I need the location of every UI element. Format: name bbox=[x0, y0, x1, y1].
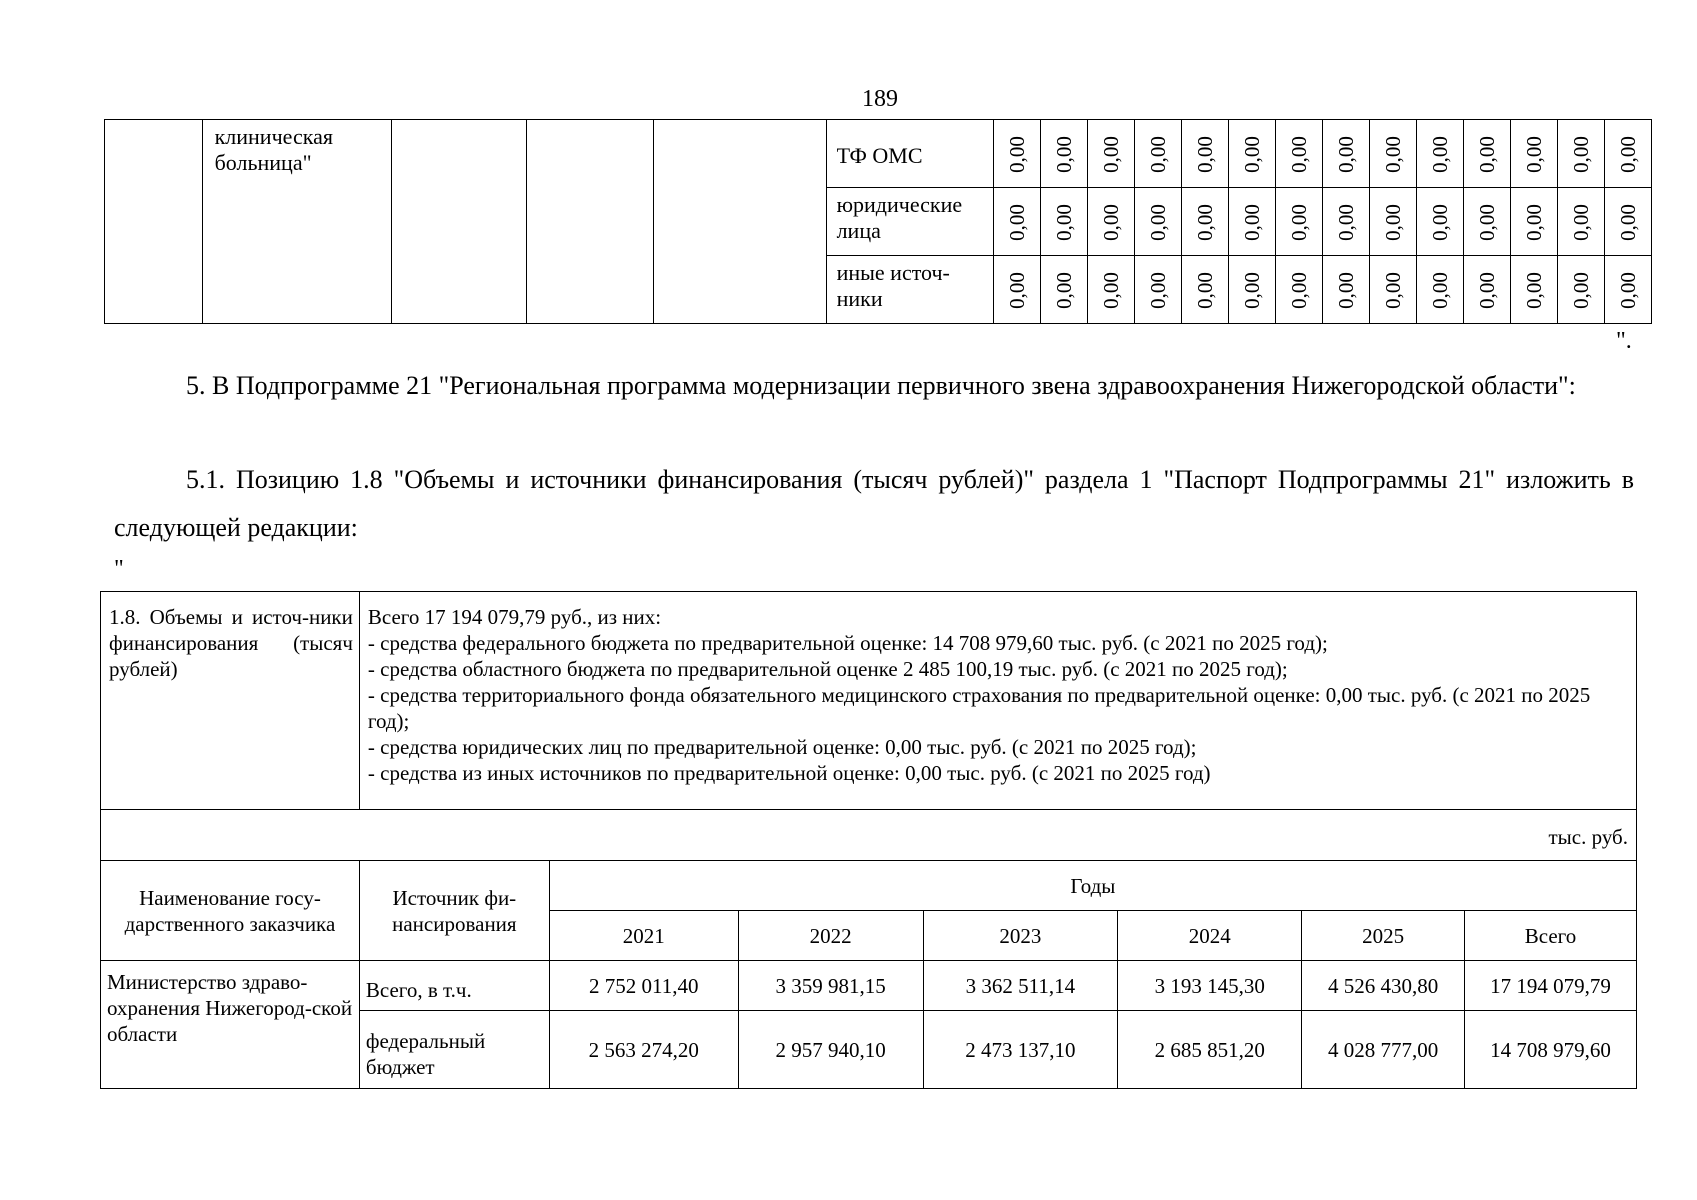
header-year-col: 2021 bbox=[549, 911, 738, 961]
value-text: 0,00 bbox=[1004, 135, 1029, 173]
value-cell bbox=[1323, 188, 1370, 256]
value-text: 0,00 bbox=[1051, 135, 1076, 173]
value-text: 0,00 bbox=[1521, 135, 1546, 173]
value-text: 0,00 bbox=[1521, 203, 1546, 241]
header-year-col: 2022 bbox=[738, 911, 923, 961]
paragraph-5 bbox=[114, 362, 1634, 410]
passport-line: - средства из иных источников по предварительной оценке: 0,00 тыс. руб. (с 2021 по 2025 год) bbox=[367, 761, 1211, 785]
value-text: 0,00 bbox=[1615, 271, 1640, 309]
header-years: Годы bbox=[549, 861, 1636, 911]
passport-line: - средства областного бюджета по предварительной оценке 2 485 100,19 тыс. руб. (с 2021 по 2025 год); bbox=[367, 657, 1288, 681]
value-cell bbox=[1182, 256, 1229, 324]
passport-table bbox=[100, 591, 1637, 1089]
header-source: Источник фи-нансирования bbox=[359, 861, 549, 961]
passport-line: Всего 17 194 079,79 руб., из них: bbox=[367, 605, 662, 629]
page-number: 189 bbox=[862, 86, 898, 112]
source-label: ТФ ОМС bbox=[826, 120, 994, 188]
value-text: 0,00 bbox=[1474, 203, 1499, 241]
value-text: 0,00 bbox=[1098, 203, 1123, 241]
value-text: 0,00 bbox=[1380, 135, 1405, 173]
empty-cell bbox=[526, 120, 653, 324]
value-cell bbox=[1510, 120, 1557, 188]
value-text: 0,00 bbox=[1568, 271, 1593, 309]
paragraph-5-1-text: 5.1. Позицию 1.8 "Объемы и источники финансирования (тысяч рублей)" раздела 1 "Паспорт Подпрограммы 21" изложить в следующей редакции: bbox=[114, 465, 1634, 542]
header-customer: Наименование госу-дарственного заказчика bbox=[101, 861, 360, 961]
closing-quote: ". bbox=[1616, 328, 1632, 354]
top-financing-table bbox=[104, 119, 1652, 324]
value-cell bbox=[1135, 256, 1182, 324]
value-cell bbox=[1182, 188, 1229, 256]
value-cell bbox=[1276, 256, 1323, 324]
value-cell bbox=[1135, 120, 1182, 188]
value-cell bbox=[994, 120, 1041, 188]
value-text: 0,00 bbox=[1192, 135, 1217, 173]
value-text: 0,00 bbox=[1568, 203, 1593, 241]
value-text: 0,00 bbox=[1615, 203, 1640, 241]
value-cell bbox=[1417, 120, 1464, 188]
value-cell bbox=[1370, 256, 1417, 324]
source-cell: Всего, в т.ч. bbox=[359, 961, 549, 1011]
value-text: 0,00 bbox=[1568, 135, 1593, 173]
value-cell bbox=[994, 188, 1041, 256]
value-cell bbox=[1041, 188, 1088, 256]
empty-cell bbox=[392, 120, 526, 324]
source-cell: федеральный бюджет bbox=[359, 1011, 549, 1089]
value-cell bbox=[1041, 120, 1088, 188]
org-label: клиническая больница" bbox=[202, 120, 392, 324]
value-cell bbox=[1088, 256, 1135, 324]
value-cell: 3 359 981,15 bbox=[738, 961, 923, 1011]
value-cell bbox=[1510, 188, 1557, 256]
value-text: 0,00 bbox=[1380, 203, 1405, 241]
table-row bbox=[105, 120, 1652, 188]
value-text: 0,00 bbox=[1521, 271, 1546, 309]
value-cell bbox=[1229, 256, 1276, 324]
header-year-col: 2025 bbox=[1302, 911, 1465, 961]
value-text: 0,00 bbox=[1427, 135, 1452, 173]
value-text: 0,00 bbox=[1615, 135, 1640, 173]
opening-quote: " bbox=[114, 556, 124, 582]
value-cell bbox=[1464, 188, 1511, 256]
value-cell: 2 473 137,10 bbox=[923, 1011, 1118, 1089]
value-cell bbox=[1557, 120, 1604, 188]
value-cell: 3 193 145,30 bbox=[1118, 961, 1302, 1011]
value-text: 0,00 bbox=[1004, 271, 1029, 309]
passport-line: - средства юридических лиц по предварительной оценке: 0,00 тыс. руб. (с 2021 по 2025 год); bbox=[367, 735, 1197, 759]
value-text: 0,00 bbox=[1098, 135, 1123, 173]
value-cell bbox=[1135, 188, 1182, 256]
header-year-col: 2024 bbox=[1118, 911, 1302, 961]
passport-description bbox=[359, 592, 1636, 810]
value-cell bbox=[1229, 188, 1276, 256]
value-text: 0,00 bbox=[1427, 203, 1452, 241]
empty-cell bbox=[654, 120, 826, 324]
value-cell bbox=[994, 256, 1041, 324]
value-cell bbox=[1417, 256, 1464, 324]
value-cell: 2 752 011,40 bbox=[549, 961, 738, 1011]
value-cell: 4 028 777,00 bbox=[1302, 1011, 1465, 1089]
value-cell bbox=[1604, 120, 1651, 188]
value-text: 0,00 bbox=[1474, 135, 1499, 173]
unit-label: тыс. руб. bbox=[101, 810, 1637, 861]
value-text: 0,00 bbox=[1286, 271, 1311, 309]
value-cell bbox=[1323, 120, 1370, 188]
value-cell: 2 685 851,20 bbox=[1118, 1011, 1302, 1089]
value-cell bbox=[1464, 256, 1511, 324]
value-cell bbox=[1370, 188, 1417, 256]
value-text: 0,00 bbox=[1427, 271, 1452, 309]
passport-line: - средства федерального бюджета по предварительной оценке: 14 708 979,60 тыс. руб. (с 2021 по 2025 год); bbox=[367, 631, 1328, 655]
value-cell bbox=[1088, 120, 1135, 188]
value-text: 0,00 bbox=[1239, 271, 1264, 309]
value-cell: 17 194 079,79 bbox=[1465, 961, 1637, 1011]
value-cell bbox=[1557, 188, 1604, 256]
value-text: 0,00 bbox=[1239, 135, 1264, 173]
value-cell bbox=[1041, 256, 1088, 324]
value-text: 0,00 bbox=[1051, 203, 1076, 241]
value-cell bbox=[1604, 256, 1651, 324]
header-total-col: Всего bbox=[1465, 911, 1637, 961]
value-cell bbox=[1510, 256, 1557, 324]
empty-cell bbox=[105, 120, 203, 324]
value-cell bbox=[1417, 188, 1464, 256]
value-cell bbox=[1370, 120, 1417, 188]
value-cell bbox=[1182, 120, 1229, 188]
value-cell bbox=[1464, 120, 1511, 188]
paragraph-5-1 bbox=[114, 456, 1634, 552]
value-text: 0,00 bbox=[1145, 271, 1170, 309]
value-text: 0,00 bbox=[1145, 135, 1170, 173]
paragraph-5-text: 5. В Подпрограмме 21 "Региональная программа модернизации первичного звена здравоохранения Нижегородской области": bbox=[186, 371, 1576, 400]
value-cell bbox=[1604, 188, 1651, 256]
value-text: 0,00 bbox=[1286, 135, 1311, 173]
value-text: 0,00 bbox=[1192, 271, 1217, 309]
passport-label: 1.8. Объемы и источ-ники финансирования (тысяч рублей) bbox=[101, 592, 360, 810]
value-text: 0,00 bbox=[1239, 203, 1264, 241]
source-label: иные источ-ники bbox=[826, 256, 994, 324]
table-row bbox=[101, 961, 1637, 1011]
value-cell bbox=[1557, 256, 1604, 324]
value-cell: 2 957 940,10 bbox=[738, 1011, 923, 1089]
value-cell: 2 563 274,20 bbox=[549, 1011, 738, 1089]
value-cell bbox=[1276, 188, 1323, 256]
value-text: 0,00 bbox=[1474, 271, 1499, 309]
value-cell: 3 362 511,14 bbox=[923, 961, 1118, 1011]
customer-name: Министерство здраво-охранения Нижегород-ской области bbox=[101, 961, 360, 1089]
value-cell bbox=[1276, 120, 1323, 188]
value-cell bbox=[1088, 188, 1135, 256]
source-label: юридические лица bbox=[826, 188, 994, 256]
value-cell bbox=[1323, 256, 1370, 324]
header-year-col: 2023 bbox=[923, 911, 1118, 961]
value-text: 0,00 bbox=[1333, 135, 1358, 173]
value-text: 0,00 bbox=[1380, 271, 1405, 309]
value-text: 0,00 bbox=[1333, 271, 1358, 309]
value-text: 0,00 bbox=[1286, 203, 1311, 241]
value-text: 0,00 bbox=[1333, 203, 1358, 241]
passport-line: - средства территориального фонда обязательного медицинского страхования по предварительной оценке: 0,00 тыс. руб. (с 2021 по 2025 год); bbox=[367, 683, 1591, 733]
value-text: 0,00 bbox=[1004, 203, 1029, 241]
value-text: 0,00 bbox=[1051, 271, 1076, 309]
value-text: 0,00 bbox=[1145, 203, 1170, 241]
value-cell bbox=[1229, 120, 1276, 188]
value-cell: 14 708 979,60 bbox=[1465, 1011, 1637, 1089]
value-text: 0,00 bbox=[1192, 203, 1217, 241]
value-text: 0,00 bbox=[1098, 271, 1123, 309]
value-cell: 4 526 430,80 bbox=[1302, 961, 1465, 1011]
